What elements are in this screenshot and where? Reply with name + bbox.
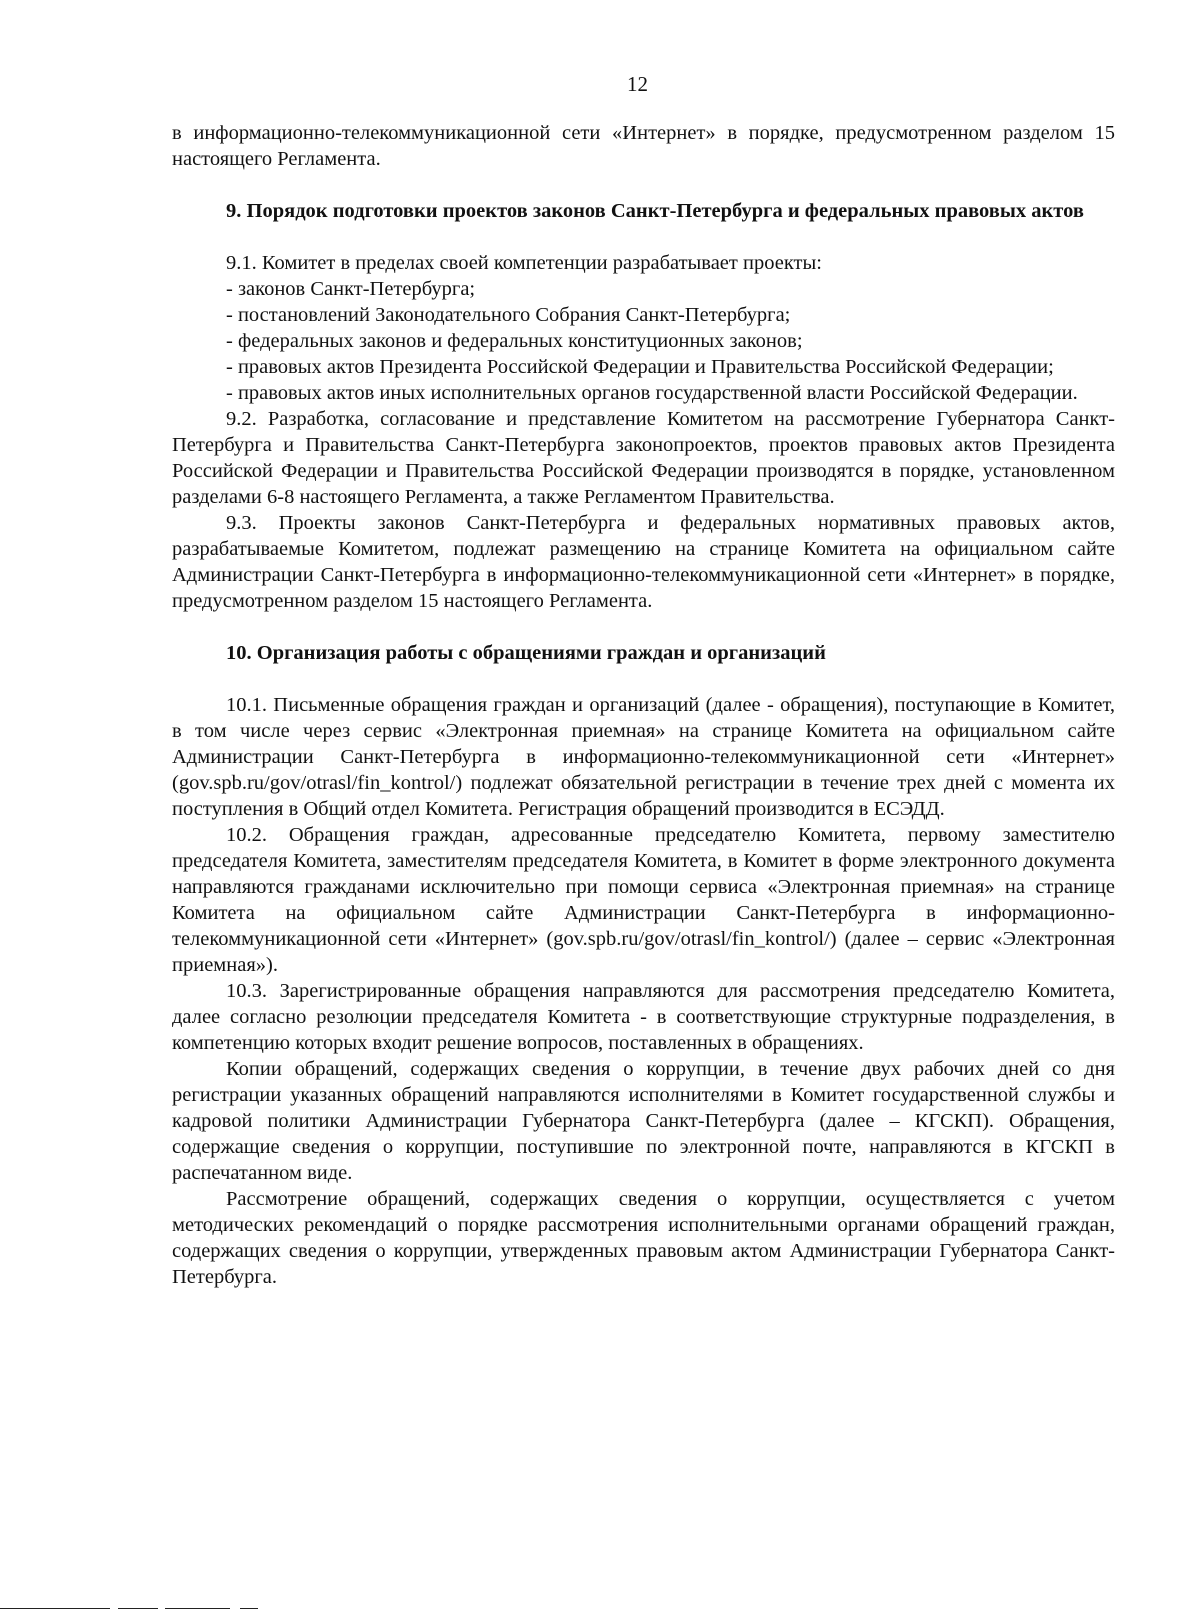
footer-rule: [165, 1608, 230, 1609]
section-9-heading: 9. Порядок подготовки проектов законов Санкт-Петербурга и федеральных правовых актов: [226, 200, 1084, 222]
corruption-review-paragraph: Рассмотрение обращений, содержащих сведения о коррупции, осуществляется с учетом методических рекомендаций о порядке рассмотрения исполнительными органами обращений граждан, содержащих сведения о коррупции, утвержденных правовым актом Администрации Губернатора Санкт-Петербурга.: [172, 1188, 1115, 1288]
list-item: - законов Санкт-Петербурга;: [226, 278, 476, 300]
footer-rule: [0, 1608, 110, 1609]
page-number: 12: [627, 72, 648, 96]
document-body: [172, 120, 1115, 1290]
section-9-2-paragraph: 9.2. Разработка, согласование и представление Комитетом на рассмотрение Губернатора Санкт-Петербурга и Правительства Санкт-Петербурга законопроектов, проектов правовых актов Президента Российской Федерации и Правительства Российской Федерации производятся в порядке, установленном разделами 6-8 настоящего Регламента, а также Регламентом Правительства.: [172, 408, 1115, 508]
list-item: - правовых актов иных исполнительных органов государственной власти Российской Федерации.: [226, 382, 1078, 404]
list-item: - постановлений Законодательного Собрания Санкт-Петербурга;: [226, 304, 791, 326]
section-10-3-paragraph: 10.3. Зарегистрированные обращения направляются для рассмотрения председателю Комитета, далее согласно резолюции председателя Комитета - в соответствующие структурные подразделения, в компетенцию которых входит решение вопросов, поставленных в обращениях.: [172, 980, 1115, 1054]
list-item: - федеральных законов и федеральных конституционных законов;: [226, 330, 803, 352]
footer-rule: [240, 1608, 258, 1609]
section-10-1-paragraph: 10.1. Письменные обращения граждан и организаций (далее - обращения), поступающие в Комитет, в том числе через сервис «Электронная приемная» на странице Комитета на официальном сайте Администрации Санкт-Петербурга в информационно-телекоммуникационной сети «Интернет» (gov.spb.ru/gov/otrasl/fin_kontrol/) подлежат обязательной регистрации в течение трех дней с момента их поступления в Общий отдел Комитета. Регистрация обращений производится в ЕСЭДД.: [172, 694, 1115, 820]
list-item: - правовых актов Президента Российской Федерации и Правительства Российской Федерации;: [226, 356, 1054, 378]
footer-rule: [118, 1608, 158, 1609]
section-10-2-paragraph: 10.2. Обращения граждан, адресованные председателю Комитета, первому заместителю председателя Комитета, заместителям председателя Комитета, в Комитет в форме электронного документа направляются гражданами исключительно при помощи сервиса «Электронная приемная» на странице Комитета на официальном сайте Администрации Санкт-Петербурга в информационно-телекоммуникационной сети «Интернет» (gov.spb.ru/gov/otrasl/fin_kontrol/) (далее – сервис «Электронная приемная»).: [172, 824, 1115, 976]
intro-paragraph: в информационно-телекоммуникационной сети «Интернет» в порядке, предусмотренном разделом 15 настоящего Регламента.: [172, 122, 1115, 170]
section-9-3-paragraph: 9.3. Проекты законов Санкт-Петербурга и федеральных нормативных правовых актов, разрабатываемые Комитетом, подлежат размещению на странице Комитета на официальном сайте Администрации Санкт-Петербурга в информационно-телекоммуникационной сети «Интернет» в порядке, предусмотренном разделом 15 настоящего Регламента.: [172, 512, 1115, 612]
section-10-heading: 10. Организация работы с обращениями граждан и организаций: [226, 642, 826, 664]
section-9-1-paragraph: 9.1. Комитет в пределах своей компетенции разрабатывает проекты:: [226, 252, 822, 274]
corruption-copies-paragraph: Копии обращений, содержащих сведения о коррупции, в течение двух рабочих дней со дня регистрации указанных обращений направляются исполнителями в Комитет государственной службы и кадровой политики Администрации Губернатора Санкт-Петербурга (далее – КГСКП). Обращения, содержащие сведения о коррупции, поступившие по электронной почте, направляются в КГСКП в распечатанном виде.: [172, 1058, 1115, 1184]
